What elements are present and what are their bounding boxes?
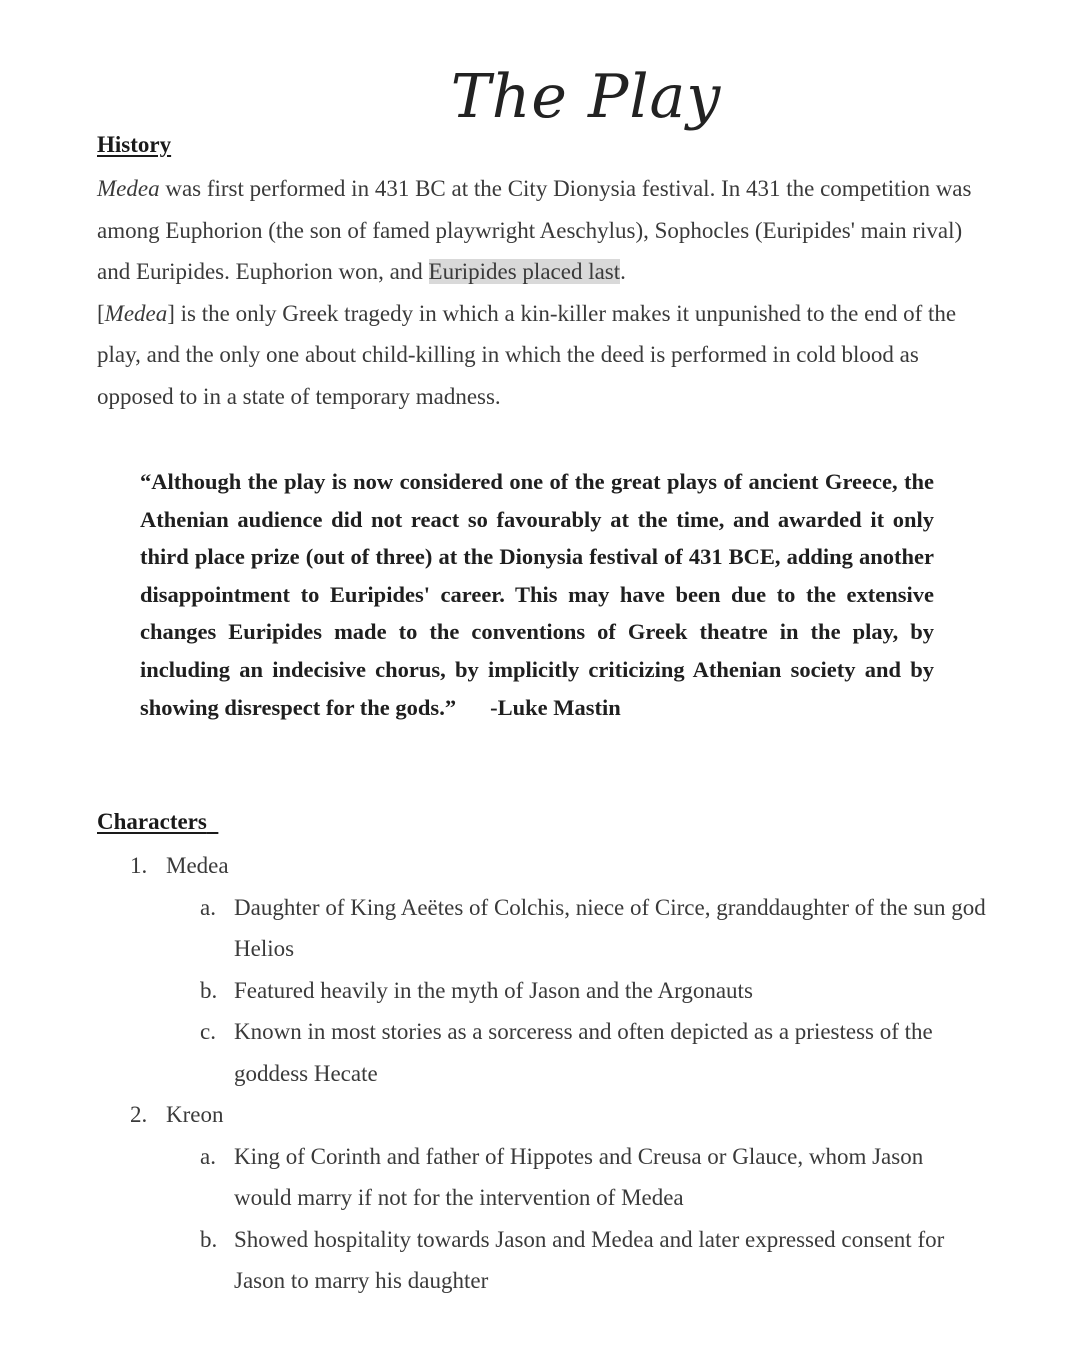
sub-list-text: Daughter of King Aeëtes of Colchis, niece of Circe, granddaughter of the sun god Helios bbox=[234, 894, 986, 961]
page-title-text: The Play bbox=[450, 62, 722, 132]
sub-list-item bbox=[0, 970, 986, 1012]
sub-list-letter: a. bbox=[200, 1143, 216, 1169]
sub-list-letter: c. bbox=[200, 1019, 216, 1044]
list-number: 2. bbox=[130, 1102, 148, 1127]
sub-list-text: King of Corinth and father of Hippotes and Creusa or Glauce, whom Jason would marry if not for the intervention of Medea bbox=[234, 1143, 924, 1210]
sub-list-item bbox=[0, 1136, 986, 1219]
characters-heading bbox=[97, 809, 218, 835]
history-paragraph-2-text: ] is the only Greek tragedy in which a kin-killer makes it unpunished to the end of the play, and the only one about child-killing in which the deed is performed in cold blood as opposed to in a state of temporary madness. bbox=[97, 300, 957, 409]
sub-list-item bbox=[0, 887, 986, 970]
character-name: Medea bbox=[166, 853, 229, 878]
page-title bbox=[0, 62, 1080, 132]
sub-list-text: Featured heavily in the myth of Jason and the Argonauts bbox=[234, 977, 753, 1003]
sub-list-text: Showed hospitality towards Jason and Medea and later expressed consent for Jason to marry his daughter bbox=[234, 1226, 945, 1293]
list-item bbox=[0, 1094, 1080, 1136]
characters-heading-text: Characters bbox=[97, 809, 207, 834]
sub-list-text: Known in most stories as a sorceress and often depicted as a priestess of the goddess Hecate bbox=[234, 1019, 933, 1086]
characters-list bbox=[0, 845, 1080, 1302]
sub-list-letter: b. bbox=[200, 977, 218, 1003]
highlighted-text: Euripides placed last bbox=[428, 259, 621, 284]
list-item bbox=[0, 845, 1080, 887]
character-name: Kreon bbox=[166, 1102, 224, 1127]
sub-list-item bbox=[0, 1011, 986, 1094]
quote-author: -Luke Mastin bbox=[490, 694, 621, 720]
block-quote bbox=[140, 463, 934, 726]
quote-text: “Although the play is now considered one of the great plays of ancient Greece, the Athenian audience did not react so favourably at the time, and awarded it only third place prize (out of three) at the Dionysia festival of 431 BCE, adding another disappointment to Euripides' career. This may have been due to the extensive changes Euripides made to the conventions of Greek theatre in the play, by including an indecisive chorus, by implicitly criticizing Athenian society and by showing disrespect for the gods.” bbox=[140, 469, 934, 720]
history-paragraph-2 bbox=[97, 293, 997, 418]
list-number: 1. bbox=[130, 853, 148, 878]
history-section bbox=[97, 168, 997, 417]
sub-list-letter: b. bbox=[200, 1226, 218, 1252]
history-heading: History bbox=[97, 132, 172, 157]
play-title: Medea bbox=[97, 176, 160, 201]
sub-list-letter: a. bbox=[200, 894, 216, 920]
sub-list-item bbox=[0, 1219, 986, 1302]
open-bracket: [ bbox=[97, 300, 105, 326]
history-paragraph-1-text: was first performed in 431 BC at the City Dionysia festival. In 431 the competition was among Euphorion (the son of famed playwright Aeschylus), Sophocles (Euripides' main rival) and Euripides. Euphorion won, and bbox=[97, 176, 972, 284]
history-paragraph-1 bbox=[97, 168, 997, 293]
history-paragraph-1-end: . bbox=[620, 259, 626, 284]
play-title: Medea bbox=[104, 300, 168, 326]
